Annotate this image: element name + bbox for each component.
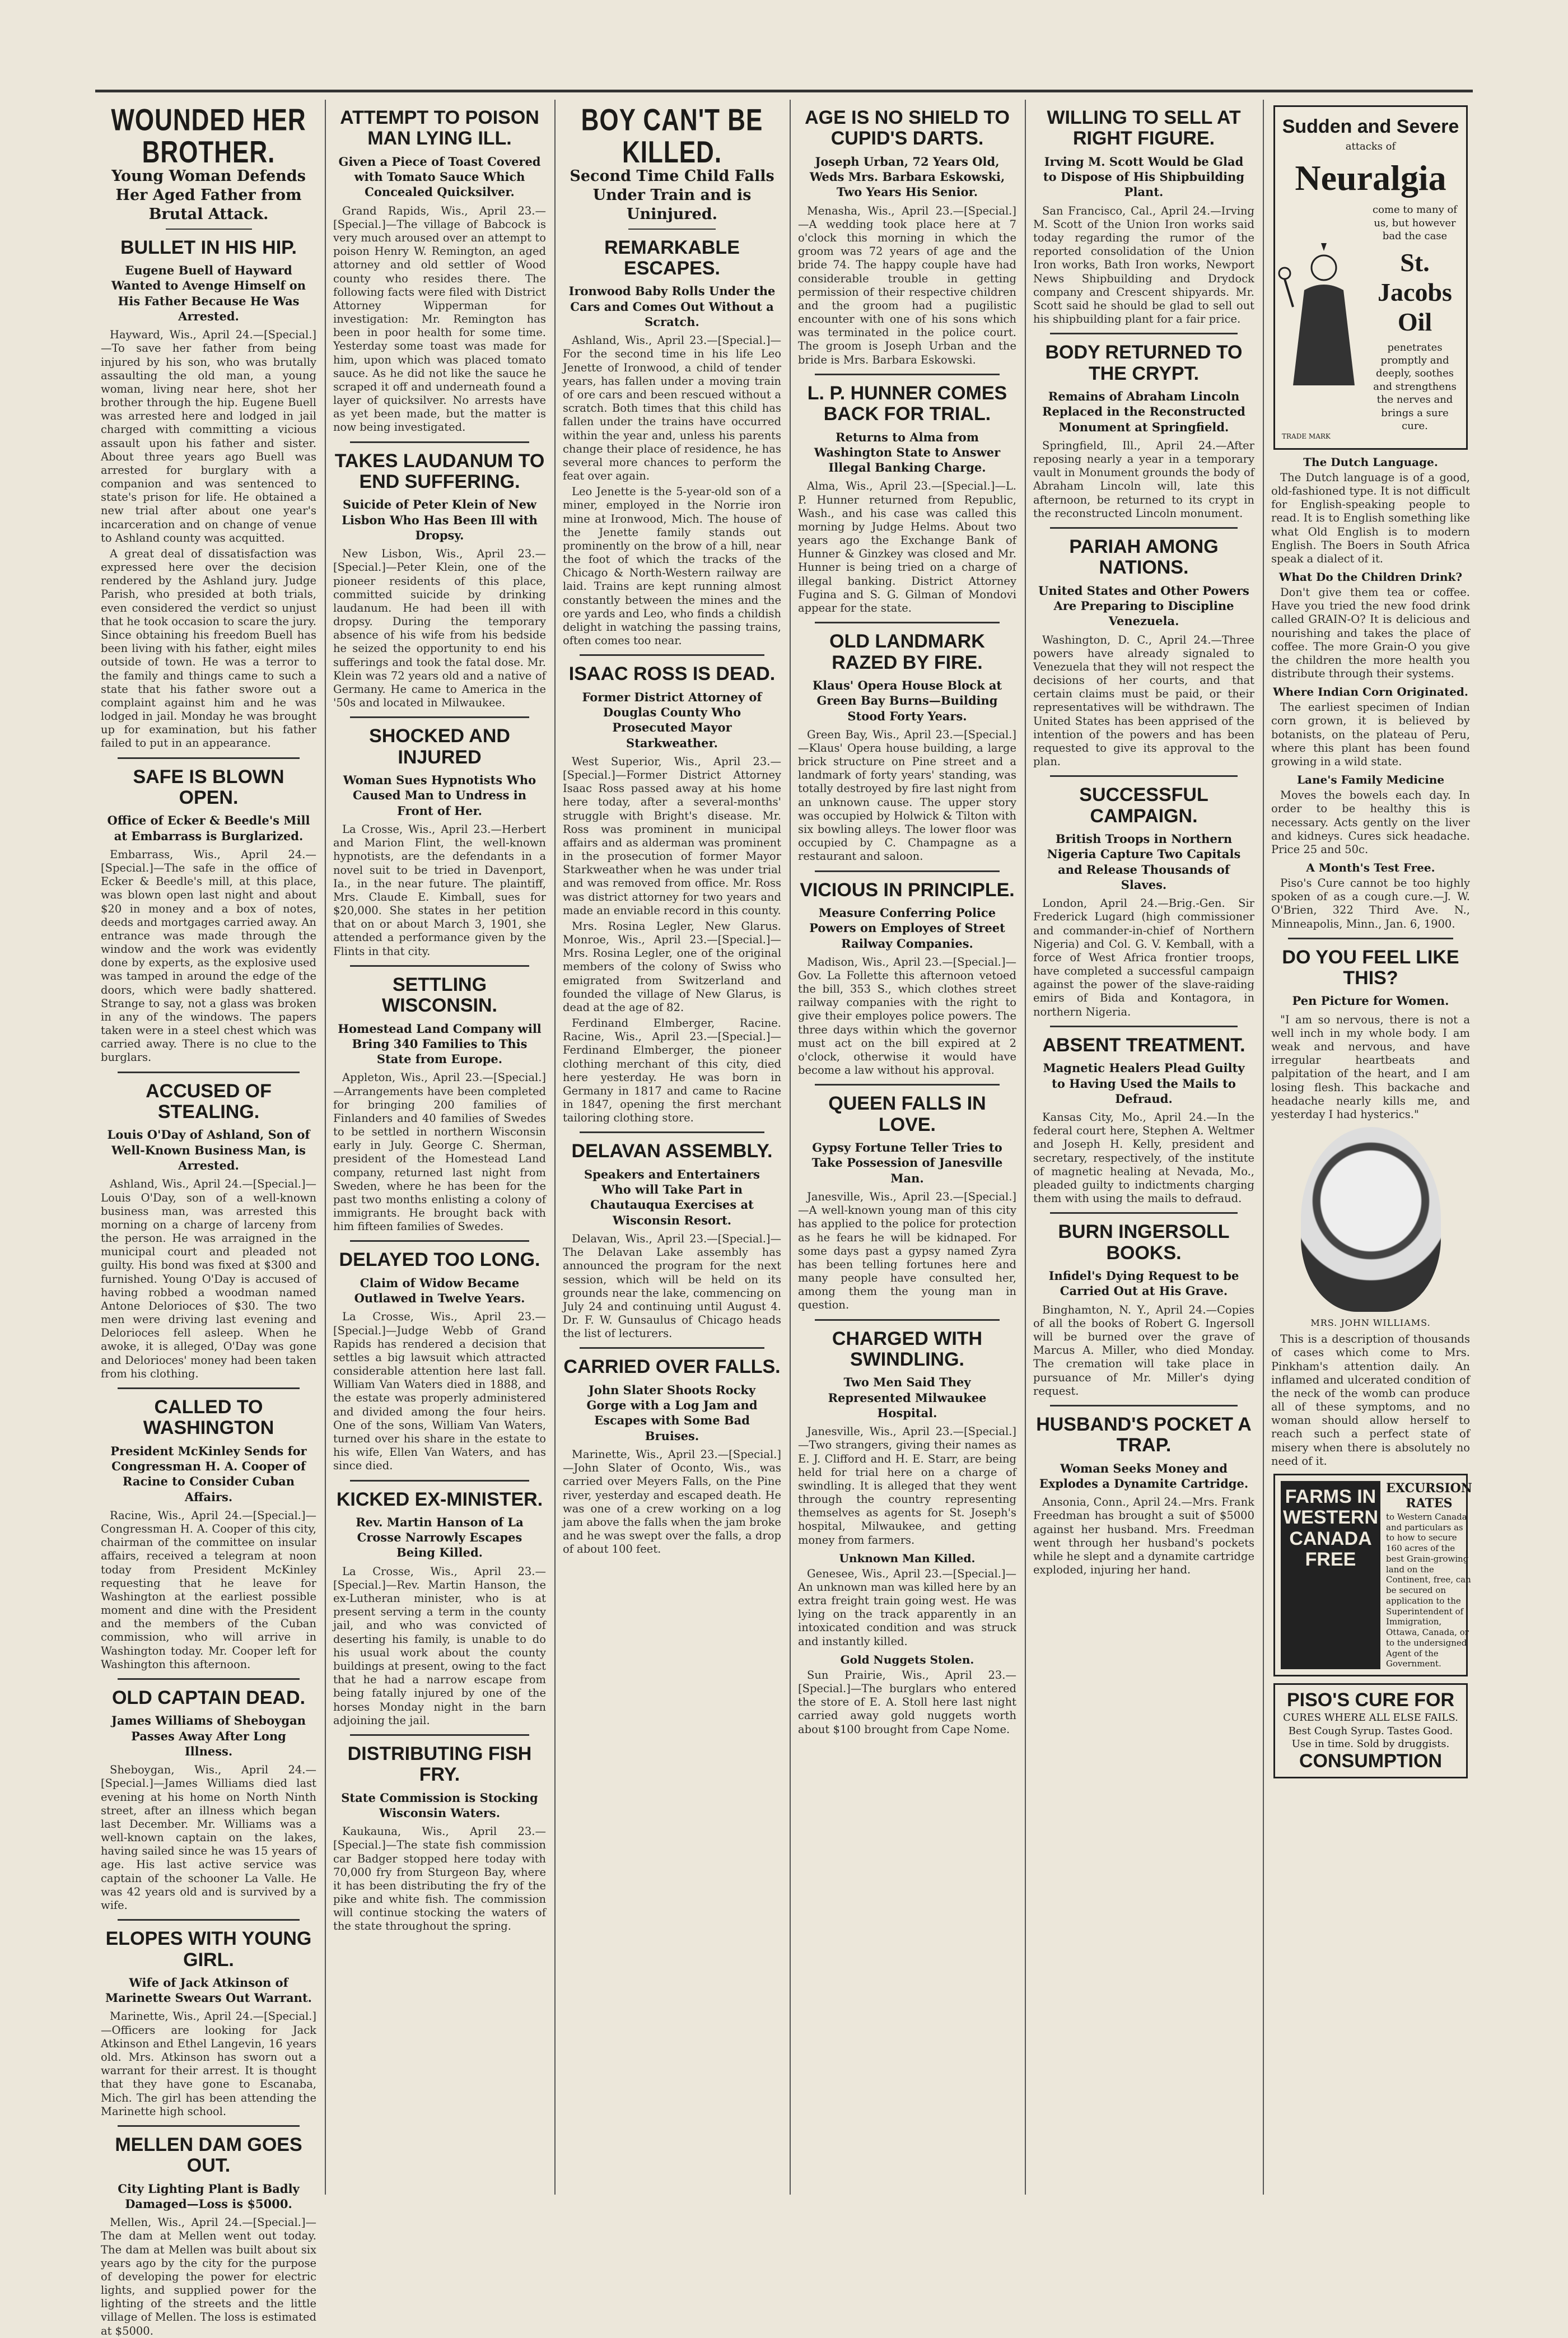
deck: Office of Ecker & Beedle's Mill at Embarrass is Burglarized. [107,813,310,843]
divider [350,716,529,718]
deck: Joseph Urban, 72 Years Old, Weds Mrs. Barbara Eskowski, Two Years His Senior. [809,154,1005,199]
deck: Infidel's Dying Request to be Carried Out at His Grave. [1048,1269,1239,1298]
article-text: London, April 24.—Brig.-Gen. Sir Frederick Lugard (high commissioner and commander-in-chief of Northern Nigeria) and Col. G. V. Kemball, with a force of West Africa frontier troops, have completed a successful campaign against the power of the slave-raiding emirs of Bida and Kontagora, in northern Nigeria. [1033,897,1254,1018]
article-text: Racine, Wis., April 24.—[Special.]—Congressman H. A. Cooper of this city, chairman of the committee on insular affairs, received a telegram at noon today from President McKinley requesting that he leave for Washington at the earliest possible moment and dine with the President and the members of the Cuban commission, who will arrive in Washington today. Mr. Cooper left for Washington this afternoon. [101,1508,316,1671]
headline: WILLING TO SELL AT RIGHT FIGURE. [1047,107,1241,150]
divider [1050,1026,1238,1027]
deck: Suicide of Peter Klein of New Lisbon Who Has Been Ill with Dropsy. [342,497,538,542]
subhead: Where Indian Corn Originated. [1273,685,1468,699]
article-text: Sun Prairie, Wis., April 23.—[Special.]—The burglars who entered the store of E. A. Stoll here last night carried away gold nuggets worth about $100 brought from Cape Nome. [798,1668,1016,1736]
subhead: Unknown Man Killed. [839,1551,976,1565]
divider [1050,527,1238,529]
article-text: Marinette, Wis., April 24.—[Special.]—Officers are looking for Jack Atkinson and Ethel Langevin, 16 years old. Mrs. Atkinson has sworn out a warrant for their arrest. It is thought that they have gone to Escanaba, Mich. The girl has been attending the Marinette high school. [101,2010,316,2118]
article-text: Hayward, Wis., April 24.—[Special.]—To save her father from being injured by his son, who was brutally assaulting the old man, a young woman, living near here, shot her brother through the hip. Eugene Buell was arrested here and lodged in jail charged with committing a vicious assault upon his father and sister. About three years ago Buell was arrested for burglary with a companion and was sentenced to state's prison for life. He obtained a new trial after about one year's incarceration and on change of venue to Ashland county was acquitted. [101,328,316,544]
deck: Measure Conferring Police Powers on Employes of Street Railway Companies. [809,905,1005,951]
ad-text: to Western Canada and particulars as to how to secure 160 acres of the best Grain-growing land on the Continent, free, can be secured on application to the Superintendent of Immigration, Ottawa, Canada, or to the undersigned Agent of the Government. [1386,1511,1471,1669]
article-text: Appleton, Wis., April 23.—[Special.]—Arrangements have been completed for bringing 200 families of Finlanders and 40 families of Swedes to be settled in northern Wisconsin early in July. George C. Sherman, president of the Homestead Land company, returned last night from Sweden, where he has been for the past two months enlisting a colony of immigrants. He brought back with him fifteen families of Swedes. [333,1071,546,1233]
column-6-ads [1266,100,1476,2195]
pisos-cure-ad [1273,1683,1468,1778]
divider [815,870,1000,872]
deck: Eugene Buell of Hayward Wanted to Avenge Himself on His Father Because He Was Arrested. [111,263,306,323]
headline: PARIAH AMONG NATIONS. [1069,535,1219,579]
column-3 [557,100,787,2195]
headline: DISTRIBUTING FISH FRY. [347,1743,532,1786]
deck: City Lighting Plant is Badly Damaged—Loss is $5000. [118,2181,300,2211]
subhead: The Dutch Language. [1303,455,1438,469]
article-text: Washington, D. C., April 24.—Three powers have already signaled to Venezuela that they will not respect the decisions of her courts, and that certain claims must be paid, or their representatives will be withdrawn. The United States has been apprised of the intention of the powers and has been requested to give its approval to the plan. [1033,633,1254,769]
article-text: Piso's Cure cannot be too highly spoken of as a cough cure.—J. W. O'Brien, 322 Third Ave. N., Minneapolis, Minn., Jan. 6, 1900. [1271,877,1470,930]
ad-text: attacks of [1345,141,1396,152]
subhead: Gold Nuggets Stolen. [840,1652,974,1666]
article-text: Green Bay, Wis., April 23.—[Special.]—Klaus' Opera house building, a large brick structure on Pine street and a landmark of forty years' standing, was totally destroyed by fire last night from an unknown cause. The upper story was occupied by Holwick & Tilton with six bowling alleys. The lower floor was occupied by C. Champagne as a restaurant and saloon. [798,728,1016,863]
ad-product: CONSUMPTION [1299,1750,1442,1772]
deck: Given a Piece of Toast Covered with Tomato Sauce Which Concealed Quicksilver. [338,154,541,199]
article-text: A great deal of dissatisfaction was expressed here over the decision rendered by the Ashland jury. Judge Parish, who presided at both trials, even considered the verdict so unjust that he took occasion to scare the jury. Since obtaining his freedom Buell has been living with his father, eight miles outside of town. He was a terror to the family and things came to such a state that his father swore out a complaint against him and he was lodged in jail. Monday he was brought up for examination, but his father failed to put in an appearance. [101,547,316,750]
headline: DO YOU FEEL LIKE THIS? [1282,946,1459,989]
deck: Pen Picture for Women. [1292,994,1449,1008]
ad-brand: St. Jacobs Oil [1378,248,1452,336]
divider [350,965,529,967]
article-text: Moves the bowels each day. In order to be healthy this is necessary. Acts gently on the liver and kidneys. Cures sick headache. Price 25 and 50c. [1271,789,1470,856]
deck: Former District Attorney of Douglas County Who Prosecuted Mayor Starkweather. [582,690,762,750]
headline: WOUNDED HER BROTHER. [111,103,306,170]
divider [580,1347,764,1349]
article-text: Marinette, Wis., April 23.—[Special.]—John Slater of Oconto, Wis., was carried over Meyers Falls, on the Pine river, yesterday and escaped death. He was one of a crew working on a log jam above the falls when the jam broke and he was swept over the falls, a drop of about 100 feet. [563,1448,781,1556]
canada-farms-ad [1273,1474,1472,1676]
ad-logo: FARMS IN WESTERN CANADA FREE [1281,1481,1380,1669]
deck: Two Men Said They Represented Milwaukee Hospital. [828,1375,987,1420]
column-2 [328,100,552,2195]
article-text: Delavan, Wis., April 23.—[Special.]—The Delavan Lake assembly has announced the program for the next session, which will be held on its grounds near the lake, commencing on July 24 and continuing until August 4. Dr. F. W. Gunsaulus of Chicago heads the list of lecturers. [563,1232,781,1340]
divider [815,1084,1000,1086]
subhead: Lane's Family Medicine [1296,773,1445,787]
headline: CARRIED OVER FALLS. [563,1356,781,1378]
divider [1050,775,1238,777]
headline: DELAYED TOO LONG. [339,1249,540,1271]
deck: Wife of Jack Atkinson of Marinette Swears Out Warrant. [105,1975,312,2005]
portrait-illustration [1301,1127,1441,1312]
deck: Klaus' Opera House Block at Green Bay Burns—Building Stood Forty Years. [812,678,1002,723]
divider [580,1131,764,1133]
column-divider [325,100,326,2195]
headline: L. P. HUNNER COMES BACK FOR TRIAL. [807,382,1007,425]
article-text: Kaukauna, Wis., April 23.—[Special.]—The state fish commission car Badger stopped here today with 70,000 fry from Sturgeon Bay, where it has been distributing the fry of the pike and white fish. The commission will continue stocking the waters of the state throughout the spring. [333,1825,546,1933]
divider [350,1734,529,1736]
divider [118,1678,300,1680]
article-text: Ferdinand Elmberger, Racine. Racine, Wis., April 23.—[Special.]—Ferdinand Elmberger, the pioneer clothing merchant of this city, died here yesterday. He was born in Germany in 1817 and came to Racine in 1847, opening the first merchant tailoring clothing store. [563,1017,781,1125]
column-divider [1263,100,1264,2195]
subhead: A Month's Test Free. [1306,861,1435,875]
st-jacobs-oil-ad [1273,105,1468,450]
deck: Magnetic Healers Plead Guilty to Having Used the Mails to Defraud. [1043,1061,1245,1106]
headline: ELOPES WITH YOUNG GIRL. [105,1928,312,1971]
ad-headline: PISO'S CURE FOR [1286,1689,1454,1711]
article-text: La Crosse, Wis., April 23.—Herbert and Marion Flint, the well-known hypnotists, are the defendants in a novel suit to be tried in Davenport, Ia., in the near future. The plaintiff, Mrs. Claude E. Kimball, sues for $20,000. She states in her petition that on or about March 3, 1901, she attended a performance given by the Flints in that city. [333,823,546,958]
deck: Ironwood Baby Rolls Under the Cars and Comes Out Without a Scratch. [568,284,776,329]
article-text: "I am so nervous, there is not a well inch in my whole body. I am weak and nervous, and have irregular heartbeats and palpitation of the heart, and I am losing flesh. This backache and headache nearly kills me, and yesterday I had hysterics." [1271,1013,1470,1121]
deck: Remains of Abraham Lincoln Replaced in the Reconstructed Monument at Springfield. [1042,389,1245,434]
deck: Woman Sues Hypnotists Who Caused Man to Undress in Front of Her. [343,773,536,818]
divider [118,1919,300,1921]
headline: AGE IS NO SHIELD TO CUPID'S DARTS. [805,107,1010,150]
deck: Rev. Martin Hanson of La Crosse Narrowly Escapes Being Killed. [356,1515,524,1560]
deck: Young Woman Defends Her Aged Father from Brutal Attack. [111,167,306,223]
article-text: The Dutch language is of a good, old-fashioned type. It is not difficult for English-speaking people to read. It is to English something like what Old English is to modern English. The Boers in South Africa speak a dialect of it. [1271,471,1470,565]
ad-text: CURES WHERE ALL ELSE FAILS. Best Cough Syrup. Tastes Good. Use in time. Sold by druggists. [1283,1712,1458,1750]
divider [1050,1405,1238,1406]
deck: Speakers and Entertainers Who will Take Part in Chautauqua Exercises at Wisconsin Resort. [584,1167,760,1227]
divider [1050,333,1238,334]
deck: State Commission is Stocking Wisconsin Waters. [341,1790,538,1820]
divider [118,2125,300,2127]
article-text: West Superior, Wis., April 23.—[Special.]—Former District Attorney Isaac Ross passed away at his home here today, after a several-months' struggle with Bright's disease. Mr. Ross was prominent in municipal affairs and as alderman was prominent in the prosecution of former Mayor Starkweather when he was under trial and was removed from office. Mr. Ross was district attorney for two years and made an enviable record in this county. [563,755,781,917]
article-text: Springfield, Ill., April 24.—After reposing nearly a year in a temporary vault in Monument grounds the body of Abraham Lincoln will, late this afternoon, be returned to its crypt in the reconstructed Lincoln monument. [1033,439,1254,520]
ad-headline: Sudden and Severe [1282,116,1459,137]
deck: United States and Other Powers Are Preparing to Discipline Venezuela. [1038,583,1249,628]
deck: President McKinley Sends for Congressman H. A. Cooper of Racine to Consider Cuban Affairs. [110,1443,307,1504]
deck: Homestead Land Company will Bring 340 Families to This State from Europe. [338,1021,542,1066]
divider [350,1480,529,1482]
headline: CHARGED WITH SWINDLING. [832,1328,983,1370]
headline: ISAAC ROSS IS DEAD. [568,663,776,685]
column-4 [792,100,1022,2195]
ad-text: come to many of us, but however bad the case [1373,204,1457,243]
column-divider [790,100,791,2195]
article-text: Mellen, Wis., April 24.—[Special.]—The dam at Mellen went out today. The dam at Mellen was built about six years ago by the city for the purpose of developing the power for electric lights, and supplied power for the lighting of the streets and the little village of Mellen. The loss is estimated at $5000. [101,2216,316,2337]
article-text: Madison, Wis., April 23.—[Special.]—Gov. La Follette this afternoon vetoed the bill, 353 S., which clothes street railway companies with the right to give their employes police powers. The three days within which the governor must act on the bill expired at 2 o'clock, otherwise it would have become a law without his approval. [798,955,1016,1077]
divider [350,1240,529,1242]
headline: BURN INGERSOLL BOOKS. [1058,1221,1230,1264]
article-text: Mrs. Rosina Legler, New Glarus. Monroe, Wis., April 23.—[Special.]—Mrs. Rosina Legler, one of the original members of the colony of Swiss who emigrated from Switzerland and founded the village of New Glarus, is dead at the age of 82. [563,919,781,1014]
headline: HUSBAND'S POCKET A TRAP. [1036,1413,1252,1456]
headline: OLD LANDMARK RAZED BY FIRE. [829,631,985,673]
column-divider [554,100,556,2195]
divider [580,654,764,656]
article-text: Sheboygan, Wis., April 24.—[Special.]—James Williams died last evening at his home on North Ninth street, after an illness which began last December. Mr. Williams was a well-known captain on the lakes, having sailed since he was 15 years of age. His last active service was captain of the schooner La Valle. He was 42 years old and is survived by a wife. [101,1763,316,1912]
deck: Claim of Widow Became Outlawed in Twelve Years. [354,1275,525,1306]
headline: SHOCKED AND INJURED [369,725,510,768]
deck: Second Time Child Falls Under Train and is Uninjured. [570,167,774,223]
article-text: Janesville, Wis., April 23.—[Special.]—A well-known young man of this city has applied to the police for protection as he fears he will be kidnaped. For some days past a gypsy named Zyra has been telling fortunes here and many people have consulted her, among them the young man in question. [798,1190,1016,1312]
article-text: Embarrass, Wis., April 24.—[Special.]—The safe in the office of Ecker & Beedle's mill, at this place, was blown open last night and about $20 in money and a box of notes, deeds and mortgages carried away. An entrance was made through the window and the work was evidently done by experts, as the explosive used was tamped in around the edge of the doors, which were badly shattered. Strange to say, not a glass was broken in any of the windows. The papers taken were in a steel chest which was carried away. There is no clue to the burglars. [101,847,316,1064]
divider [815,374,1000,375]
trade-mark: TRADE MARK [1282,432,1331,441]
headline: ATTEMPT TO POISON MAN LYING ILL. [340,107,539,150]
divider [166,229,252,230]
column-1 [95,100,322,2337]
divider [1288,938,1453,939]
headline: DELAVAN ASSEMBLY. [571,1140,773,1162]
article-text: Don't give them tea or coffee. Have you tried the new food drink called GRAIN-O? It is delicious and nourishing and takes the place of coffee. The more Grain-O you give the children the more health you distribute through their systems. [1271,586,1470,681]
article-text: New Lisbon, Wis., April 23.—[Special.]—Peter Klein, one of the pioneer residents of this place, committed suicide by drinking laudanum. He had been ill with dropsy. During the temporary absence of his wife from his bedside he seized the opportunity to end his sufferings and took the fatal dose. Mr. Klein was 72 years old and a native of Germany. He came to America in the '50s and located in Milwaukee. [333,547,546,710]
subhead: REMARKABLE ESCAPES. [604,236,740,280]
article-text: Ashland, Wis., April 23.—[Special.]—For the second time in his life Leo Jenette of Ironwood, a child of tender years, has fallen under a moving train of ore cars and been rescued without a scratch. Both times that this child has fallen under the trains have occurred within the year and, unless his parents change their place of residence, he has several more chances to perform the feat over again. [563,334,781,483]
article-text: Alma, Wis., April 23.—[Special.]—L. P. Hunner returned from Republic, Wash., and his case was called this morning by Judge Helms. About two years ago the Exchange Bank of Hunner & Ginzkey was closed and Mr. Hunner is being tried on a charge of illegal banking. District Attorney Fugina and S. G. Gilman of Mondovi appear for the state. [798,479,1016,614]
headline: MELLEN DAM GOES OUT. [115,2134,302,2177]
article-text: Janesville, Wis., April 23.—[Special.]—Two strangers, giving their names as E. J. Clifford and H. E. Starr, are being held for trial here on a charge of swindling. It is alleged that they went through the country representing themselves as agents for St. Joseph's hospital, Milwaukee, and getting money from farmers. [798,1425,1016,1547]
deck: Louis O'Day of Ashland, Son of Well-Known Business Man, is Arrested. [107,1128,310,1173]
divider [1050,1212,1238,1214]
deck: Irving M. Scott Would be Glad to Dispose of His Shipbuilding Plant. [1043,154,1245,199]
article-text: Ashland, Wis., April 24.—[Special.]—Louis O'Day, son of a well-known business man, was arrested this morning on a charge of larceny from the person. He was arraigned in the municipal court and pleaded not guilty. His bond was fixed at $300 and furnished. Young O'Day is accused of having robbed a woodman named Antone Delorioces of $30. The two men were driving last evening and Delorioces fell asleep. When he awoke, it is alleged, O'Day was gone and Delorioces' money had been taken from his clothing. [101,1177,316,1380]
headline: SUCCESSFUL CAMPAIGN. [1079,784,1208,827]
ad-headline: EXCURSION RATES [1386,1480,1472,1511]
article-text: Genesee, Wis., April 23.—[Special.]—An unknown man was killed here by an extra freight train going west. He was lying on the track apparently in an intoxicated condition and was struck and instantly killed. [798,1567,1016,1648]
deck: John Slater Shoots Rocky Gorge with a Log Jam and Escapes with Some Bad Bruises. [586,1382,758,1443]
article-text: La Crosse, Wis., April 23.—[Special.]—Judge Webb of Grand Rapids has rendered a decision that settles a big lawsuit which attracted considerable attention here last fall. William Van Waters died in 1888, and the estate was properly administered and divided among the four heirs. One of the sons, William Van Waters, turned over his share in the estate to his wife, Ellen Van Waters, and has since died. [333,1310,546,1473]
article-text: Menasha, Wis., April 23.—[Special.]—A wedding took place here at 7 o'clock this morning in which the groom was 72 years of age and the bride 74. The happy couple have had considerable trouble in getting permission of their respective children and the groom had a pugilistic encounter with one of his sons which was terminated in the police court. The groom is Joseph Urban and the bride is Mrs. Barbara Eskowski. [798,204,1016,366]
ad-text: penetrates promptly and deeply, soothes and strengthens the nerves and brings a sure cure. [1373,341,1457,432]
divider [628,229,716,230]
divider [350,441,529,443]
subhead: BULLET IN HIS HIP. [120,236,297,258]
article-text: Kansas City, Mo., April 24.—In the federal court here, Stephen A. Weltmer and Joseph H. Kelly, president and secretary, respectively, of the institute of magnetic healing at Nevada, Mo., pleaded guilty to indictments charging them with using the mails to defraud. [1033,1111,1254,1205]
headline: VICIOUS IN PRINCIPLE. [800,879,1015,901]
article-text: San Francisco, Cal., April 24.—Irving M. Scott of the Union Iron works said today regarding the rumor of the reported consolidation of the Union Iron works, Bath Iron works, Newport News Shipbuilding and Drydock company and Crescent shipyards. Mr. Scott said he should be glad to sell out his shipbuilding plant for a fair price. [1033,204,1254,326]
article-text: Ansonia, Conn., April 24.—Mrs. Frank Freedman has brought a suit of $5000 against her husband. Mrs. Freedman went through her husband's pockets while he slept and a dynamite cartridge exploded, injuring her hand. [1033,1496,1254,1577]
column-divider [1025,100,1026,2195]
column-5 [1028,100,1260,2195]
deck: Woman Seeks Money and Explodes a Dynamite Cartridge. [1039,1461,1249,1491]
headline: ABSENT TREATMENT. [1042,1034,1245,1056]
deck: Gypsy Fortune Teller Tries to Take Possession of Janesville Man. [811,1140,1003,1185]
headline: OLD CAPTAIN DEAD. [111,1687,306,1708]
divider [815,1319,1000,1321]
divider [815,622,1000,623]
article-text: Binghamton, N. Y., April 24.—Copies of all the books of Robert G. Ingersoll will be burned over the grave of Marcus A. Miller, who died Monday. The cremation will take place in pursuance of Mr. Miller's dying request. [1033,1303,1254,1398]
article-text: Grand Rapids, Wis., April 23.—[Special.]—The village of Babcock is very much aroused over an attempt to poison Henry W. Remington, an aged attorney and old settler of Wood county who resides there. The following facts were filed with District Attorney Wipperman for investigation: Mr. Remington has been in poor health for some time. Yesterday some toast was made for him, upon which was placed tomato sauce. As he did not like the sauce he scraped it off and underneath found a layer of quicksilver. No arrests have as yet been made, but the matter is now being investigated. [333,204,546,434]
headline: KICKED EX-MINISTER. [336,1488,543,1510]
headline: SETTLING WISCONSIN. [382,974,497,1017]
headline: BOY CAN'T BE KILLED. [581,103,763,170]
article-text: Leo Jenette is the 5-year-old son of a miner, employed in the Norrie iron mine at Ironwood, Mich. The house of the Jenette family stands out prominently on the brow of a hill, near the foot of which the tracks of the Chicago & North-Western railway are laid. Trains are kept running almost constantly between the mines and the ore yards and Leo, who finds a childish delight in watching the passing trains, often comes too near. [563,485,781,648]
divider [118,1072,300,1073]
divider [118,1387,300,1389]
divider [118,757,300,759]
top-rule [95,90,1473,92]
portrait-caption: MRS. JOHN WILLIAMS. [1310,1317,1431,1329]
headline: SAFE IS BLOWN OPEN. [133,766,284,808]
headline: CALLED TO WASHINGTON [143,1396,274,1439]
article-text: The earliest specimen of Indian corn grown, it is believed by botanists, on the plateau of Peru, where this plant has been found growing in a wild state. [1271,701,1470,768]
headline: TAKES LAUDANUM TO END SUFFERING. [334,450,545,492]
deck: James Williams of Sheboygan Passes Away After Long Illness. [111,1713,306,1758]
figure-illustration-icon [1282,245,1366,391]
headline: ACCUSED OF STEALING. [146,1080,272,1123]
headline: BODY RETURNED TO THE CRYPT. [1045,342,1243,384]
ad-product: Neuralgia [1295,158,1446,198]
deck: British Troops in Northern Nigeria Capture Two Capitals and Release Thousands of Slaves. [1047,832,1241,892]
article-text: La Crosse, Wis., April 23.—[Special.]—Rev. Martin Hanson, the ex-Lutheran minister, who is at present serving a term in the county jail, and who was convicted of deserting his family, is unable to do his usual work about the county buildings at present, owing to the fact that he had a narrow escape from being fatally injured by one of the horses Monday night in the barn adjoining the jail. [333,1564,546,1727]
deck: Returns to Alma from Washington State to Answer Illegal Banking Charge. [814,430,1001,475]
headline: QUEEN FALLS IN LOVE. [828,1093,986,1135]
article-text: This is a description of thousands of cases which come to Mrs. Pinkham's attention daily. An inflamed and ulcerated condition of the neck of the womb can produce all of these symptoms, and no woman should allow herself to reach such a perfect state of misery when there is absolutely no need of it. [1271,1333,1470,1468]
subhead: What Do the Children Drink? [1278,570,1463,584]
